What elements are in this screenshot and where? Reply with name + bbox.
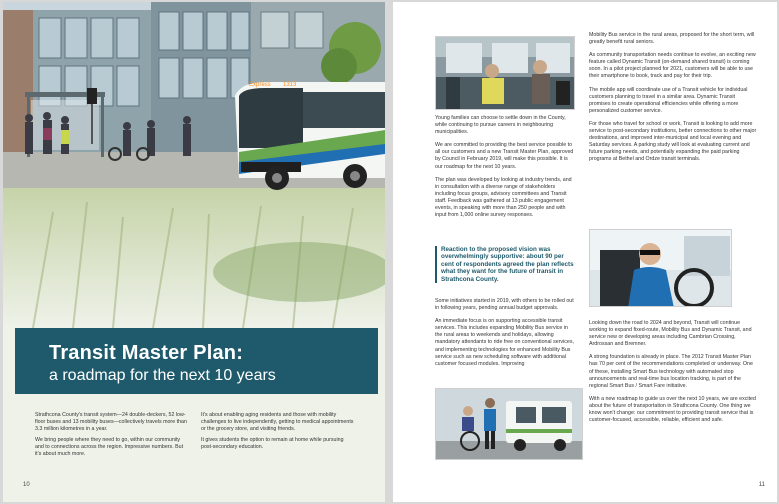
paragraph: The plan was developed by looking at industry trends, and in consultation with a diverse range of stakeholders including focus groups, advisory committees and Transit staff. Feedback was gathered at 13 public engagement events, in speaking with more than 250 people and with input from 1,000 online survey responses. bbox=[435, 176, 572, 219]
right-text-column-1-bottom bbox=[435, 298, 575, 374]
paragraph: An immediate focus is on supporting accessible transit services. This includes expanding Mobility Bus service in the rural areas to weekends and holidays, allowing mandatory attendants to ride free on conventional services, and implementing technologies for enhanced Mobility Bus service such as new scheduling software with additional customer focused modules. Improving bbox=[435, 318, 574, 367]
paragraph: We bring people where they need to go, within our community and to connections across the region. Impressive numbers. But it's about much more. bbox=[35, 436, 184, 458]
paragraph: It's about enabling aging residents and those with mobility challenges to live independently, getting to medical appointments or the grocery store, and visiting friends. bbox=[201, 412, 354, 433]
bus-route-sign: Express bbox=[249, 82, 271, 88]
page-title: Transit Master Plan: bbox=[49, 342, 244, 364]
paragraph: It gives students the option to remain at home while pursuing post-secondary education. bbox=[201, 436, 344, 450]
paragraph: As community transportation needs continue to evolve, an exciting new feature called Dynamic Transit (on-demand shared transit) is coming soon. In a pilot project planned for 2021, customers will be able to use their smartphone to book, track and pay for their trip. bbox=[589, 52, 756, 80]
left-text-column-2 bbox=[201, 412, 356, 454]
paragraph: For those who travel for school or work, Transit is looking to add more service to post-secondary institutions, better connections to other major destinations, and improved inter-municipal and local evening and Saturday services. A parking study will look at evaluating current and future parking needs, and potentially expanding the paid parking programs at Bethel and Ordze transit terminals. bbox=[589, 120, 757, 163]
paragraph: Looking down the road to 2024 and beyond, Transit will continue working to expand fixed-route, Mobility Bus and Dynamic Transit, and service new or developing areas including Cambrian Crossing, Ardrossan and Bremner. bbox=[589, 320, 752, 348]
photo-mobility-bus-riders bbox=[435, 388, 583, 460]
left-text-column-1 bbox=[35, 412, 190, 461]
right-text-column-2-bottom bbox=[589, 320, 757, 430]
right-text-column-2-top bbox=[589, 32, 757, 170]
bus-number: 1313 bbox=[283, 82, 297, 88]
left-page bbox=[3, 2, 385, 502]
paragraph: Young families can choose to settle down in the County, while continuing to pursue careers in neighbouring municipalities. bbox=[435, 115, 566, 136]
title-banner bbox=[15, 328, 378, 394]
paragraph: The mobile app will coordinate use of a Transit vehicle for individual customers planning to travel in a similar area. Dynamic Transit promises to create operational efficiencies while offering a more personalized customer service. bbox=[589, 86, 748, 114]
pull-quote: Reaction to the proposed vision was overwhelmingly supportive: about 90 per cent of respondents agreed the plan reflects what they want for the future of transit in Strathcona County. bbox=[435, 246, 575, 283]
photo-bus-interior bbox=[435, 36, 575, 110]
right-page bbox=[393, 2, 777, 502]
paragraph: Strathcona County's transit system—24 double-deckers, 52 low-floor buses and 13 mobility buses—collectively travels more than 3.3 million kilometres in a year. bbox=[35, 412, 187, 433]
page-number-right: 11 bbox=[758, 482, 765, 488]
bus-illustration bbox=[235, 82, 385, 190]
right-text-column-1-top bbox=[435, 115, 575, 225]
photo-bus-driver bbox=[589, 229, 732, 307]
paragraph: Some initiatives started in 2019, with others to be rolled out in following years, pending annual budget approvals. bbox=[435, 298, 574, 312]
hero-photo-bus-stop bbox=[3, 2, 385, 328]
paragraph: We are committed to providing the best service possible to all our customers and a new Transit Master Plan, approved by Council in February 2019, will make this possible. It is our roadmap for the next 10 years. bbox=[435, 142, 574, 170]
paragraph: Mobility Bus service in the rural areas, proposed for the short term, will greatly benefit rural seniors. bbox=[589, 32, 755, 46]
paragraph: A strong foundation is already in place. The 2012 Transit Master Plan has 70 per cent of the recommendations completed or underway. One of these, installing Smart Bus technology with automated stop announcements and real-time bus location tracking, is part of the regional Smart Bus / Smart Fare initiative. bbox=[589, 354, 753, 389]
page-subtitle: a roadmap for the next 10 years bbox=[49, 367, 276, 384]
paragraph: With a new roadmap to guide us over the next 10 years, we are excited about the future of transportation in Strathcona County. One thing we know won't change: our commitment to providing transit service that is customer-focused, accessible, reliable, efficient and safe. bbox=[589, 395, 756, 424]
page-number-left: 10 bbox=[23, 482, 30, 488]
